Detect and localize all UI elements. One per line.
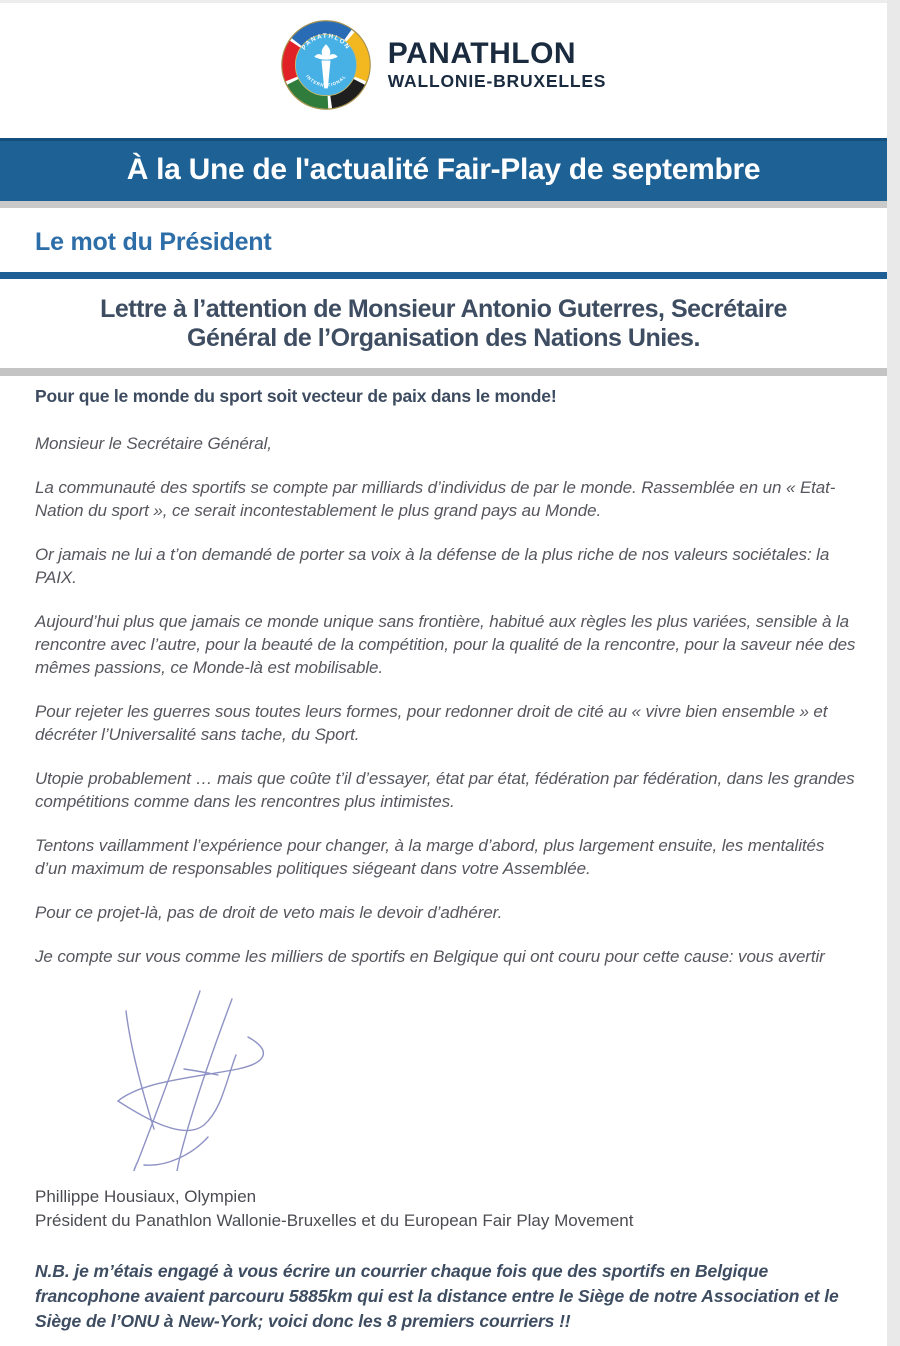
gray-rule-divider — [0, 368, 887, 376]
header — [0, 3, 887, 110]
letter-paragraph: Or jamais ne lui a t’on demandé de porter sa voix à la défense de la plus riche de nos valeurs sociétales: la PAIX. — [35, 545, 830, 587]
letter-paragraph: La communauté des sportifs se compte par milliards d’individus de par le monde. Rassemblée en un « Etat-Nation du sport », ce serait incontestablement le plus grand pays au Monde. — [35, 478, 836, 520]
logo-ring-text-top: PANATHLON — [300, 32, 352, 52]
letter-paragraph: Pour rejeter les guerres sous toutes leurs formes, pour redonner droit de cité au « vivre bien ensemble » et décréter l’Universalité sans tache, du Sport. — [35, 702, 828, 744]
logo-wordmark-line1: PANATHLON — [387, 37, 577, 71]
postscript: N.B. je m’étais engagé à vous écrire un courrier chaque fois que des sportifs en Belgique francophone avaient parcouru 5885km qui est la distance entre le Siège de notre Association et le Siège de l’ONU à New-York; voici donc les 8 premiers courriers !! — [35, 1261, 839, 1331]
letter-paragraph: Utopie probablement … mais que coûte t’il d’essayer, état par état, fédération par fédération, dans les grandes compétitions comme dans les rencontres plus intimistes. — [35, 769, 855, 811]
letter-title: Lettre à l’attention de Monsieur Antonio Guterres, Secrétaire Général de l’Organisation des Nations Unies. — [100, 295, 787, 352]
letter-paragraph: Tentons vaillamment l’expérience pour changer, à la marge d’abord, plus largement ensuite, les mentalités d’un maximum de responsables politiques siégeant dans votre Assemblée. — [35, 836, 825, 878]
sender-role: Président du Panathlon Wallonie-Bruxelles et du European Fair Play Movement — [35, 1211, 634, 1230]
signature — [88, 989, 887, 1171]
viewer-edge-strip — [887, 0, 900, 1346]
handwritten-signature-icon — [88, 989, 288, 1171]
letter-body — [35, 432, 857, 968]
letter-paragraph: Monsieur le Secrétaire Général, — [35, 434, 272, 453]
letter-paragraph: Pour ce projet-là, pas de droit de veto mais le devoir d’adhérer. — [35, 903, 503, 922]
letter-intro: Pour que le monde du sport soit vecteur de paix dans le monde! — [35, 386, 557, 406]
sender-block — [35, 1185, 887, 1233]
logo-wordmark — [388, 39, 607, 91]
banner-shadow-divider — [0, 201, 887, 208]
banner-title: À la Une de l'actualité Fair-Play de septembre — [126, 153, 761, 186]
sender-name: Phillippe Housiaux, Olympien — [35, 1187, 257, 1206]
letter-paragraph: Aujourd’hui plus que jamais ce monde unique sans frontière, habitué aux règles les plus variées, sensible à la rencontre avec l’autre, pour la beauté de la compétition, pour la qualité de la rencontre, pour la saveur née des mêmes passions, ce Monde-là est mobilisable. — [35, 612, 856, 677]
panathlon-international-logo-icon — [281, 20, 371, 110]
logo-wordmark-line2: WALLONIE-BRUXELLES — [387, 71, 607, 92]
logo-ring-text-bottom: INTERNATIONAL — [304, 73, 347, 88]
blue-rule-divider — [0, 272, 887, 279]
banner — [0, 138, 887, 201]
section-heading: Le mot du Président — [35, 228, 272, 256]
letter-paragraph: Je compte sur vous comme les milliers de sportifs en Belgique qui ont couru pour cette cause: vous avertir — [35, 947, 825, 966]
